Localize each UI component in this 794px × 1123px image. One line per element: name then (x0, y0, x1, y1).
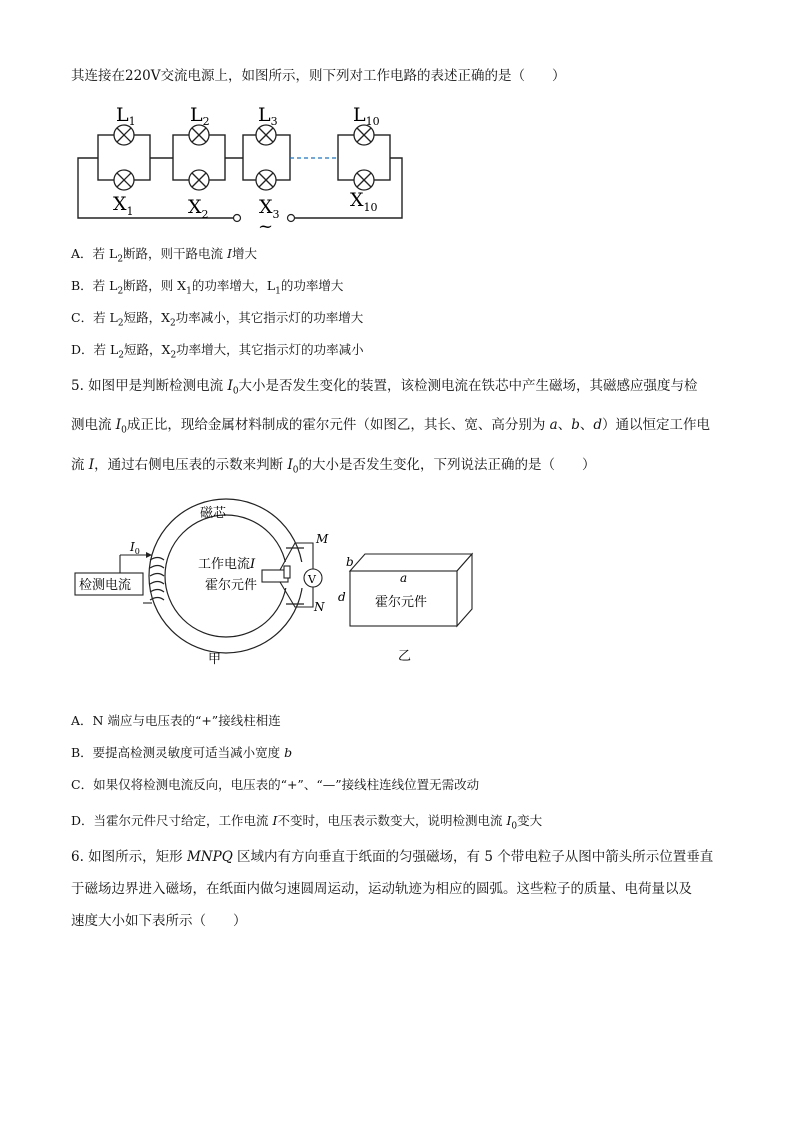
hall-element-box (350, 554, 472, 626)
q4-option-a[interactable]: A．若 $L_2$断路，则干路电流 I增大 (71, 246, 257, 265)
q5-option-a[interactable]: A．N 端应与电压表的“+”接线柱相连 (71, 713, 281, 728)
label-X10: $X_{10}$ (350, 189, 378, 214)
d-label: d (338, 590, 346, 604)
label-L3: $L_3$ (258, 104, 278, 128)
label-L1: $L_1$ (116, 104, 136, 128)
core-label: 磁芯 (200, 506, 227, 521)
label-X2: $X_2$ (188, 196, 209, 221)
q4-option-b[interactable]: B．若 $L_2$断路，则 $X_1$的功率增大，$L_1$的功率增大 (71, 278, 344, 297)
ac-symbol: ~ (258, 216, 274, 237)
q4-option-d[interactable]: D．若 $L_2$短路，$X_2$功率增大，其它指示灯的功率减小 (71, 342, 364, 361)
i0-label: $I_0$ (130, 540, 140, 556)
hall-element-label-jia: 霍尔元件 (205, 578, 258, 593)
q6-stem-line-1: 6. 如图所示，矩形 MNPQ 区域内有方向垂直于纸面的匀强磁场，有 5 个带电粒子从图中箭头所示位置垂直 (71, 849, 714, 865)
work-current-label: 工作电流I (198, 557, 256, 572)
q5-option-d[interactable]: D．当霍尔元件尺寸给定，工作电流 I不变时，电压表示数变大，说明检测电流 $I_0$变大 (71, 813, 543, 832)
figure-caption-yi: 乙 (398, 649, 412, 664)
q6-stem-line-2: 于磁场边界进入磁场，在纸面内做匀速圆周运动，运动轨迹为相应的圆弧。这些粒子的质量、电荷量以及 (71, 881, 692, 897)
q4-stem-line: 其连接在220V交流电源上，如图所示，则下列对工作电路的表述正确的是（ ） (71, 68, 566, 84)
q4-option-c[interactable]: C．若 $L_2$短路，$X_2$功率减小，其它指示灯的功率增大 (71, 310, 364, 329)
label-L10: $L_{10}$ (353, 104, 380, 128)
coil-icon (150, 558, 164, 601)
q5-stem-line-1: 5. 如图甲是判断检测电流 $I_0$大小是否发生变化的装置，该检测电流在铁芯中产生磁场，其磁感应强度与检 (71, 378, 698, 397)
q6-stem-line-3: 速度大小如下表所示（ ） (71, 913, 247, 929)
hall-element-label-yi: 霍尔元件 (375, 595, 428, 610)
q5-option-c[interactable]: C．如果仅将检测电流反向，电压表的“+”、“—”接线柱连线位置无需改动 (71, 777, 480, 792)
b-label: b (346, 555, 354, 569)
figure-caption-jia: 甲 (208, 652, 222, 667)
voltmeter-label: V (308, 573, 316, 586)
label-L2: $L_2$ (190, 104, 210, 128)
a-label: a (400, 571, 408, 585)
n-label: N (314, 600, 325, 614)
q5-stem-line-2: 测电流 $I_0$成正比，现给金属材料制成的霍尔元件（如图乙，其长、宽、高分别为 a、b、d）通以恒定工作电 (71, 417, 711, 436)
label-X3: $X_3$ (259, 196, 280, 221)
label-X1: $X_1$ (113, 193, 134, 218)
m-label: M (316, 532, 329, 546)
q5-stem-line-3: 流 I，通过右侧电压表的示数来判断 $I_0$的大小是否发生变化，下列说法正确的是（ ） (71, 457, 596, 476)
detect-current-label: 检测电流 (79, 578, 132, 593)
q5-option-b[interactable]: B．要提高检测灵敏度可适当减小宽度 b (71, 745, 293, 760)
